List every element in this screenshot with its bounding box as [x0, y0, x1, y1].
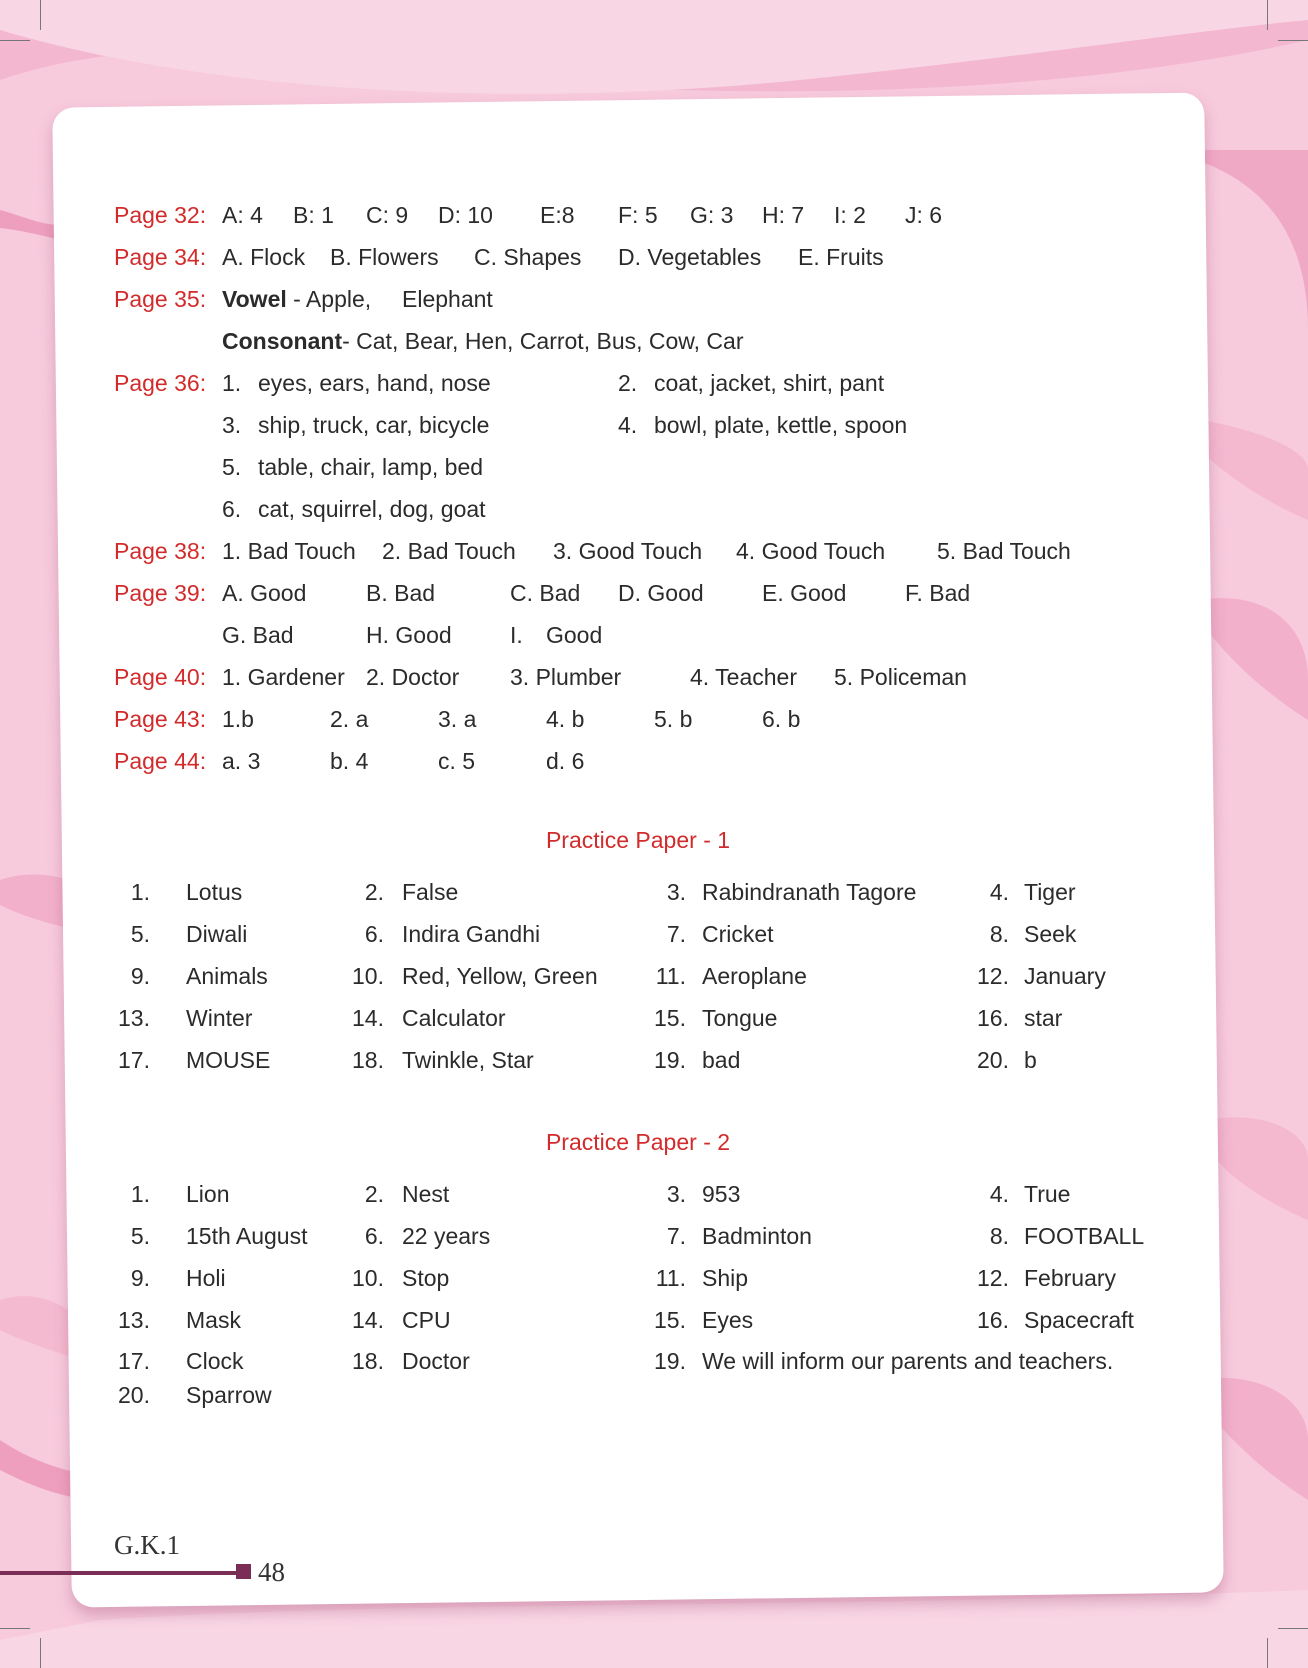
practice-row	[0, 919, 1308, 949]
answer-row-page-35	[0, 284, 1308, 314]
item-number: 17.	[118, 1348, 150, 1374]
item-number: 18.	[352, 1348, 384, 1374]
page-label: Page 34:	[114, 244, 207, 270]
answer-item: B: 1	[293, 202, 334, 228]
answer-item: Indira Gandhi	[402, 921, 541, 947]
answer-row-page-34	[0, 242, 1308, 272]
answer-item: Tongue	[702, 1005, 778, 1031]
item-number: 11.	[655, 1265, 686, 1291]
item-number: 6.	[364, 1223, 384, 1249]
item-number: 3.	[666, 1181, 686, 1207]
item-number: 16.	[977, 1307, 1009, 1333]
item-number: 8.	[989, 1223, 1009, 1249]
answer-item: 22 years	[402, 1223, 491, 1249]
vowel-label: Vowel	[222, 286, 287, 312]
answer-item: B. Flowers	[330, 244, 439, 270]
practice-row	[0, 1346, 1308, 1376]
answer-item: 5. Policeman	[834, 664, 967, 690]
item-number: 5.	[222, 454, 242, 480]
item-number: 4.	[989, 879, 1009, 905]
answer-row-page-35-consonant	[0, 326, 1308, 356]
answer-item: 3. Plumber	[510, 664, 622, 690]
practice-paper-1-title: Practice Paper - 1	[545, 827, 731, 853]
answer-item: Eyes	[702, 1307, 754, 1333]
page-label: Page 39:	[114, 580, 207, 606]
answer-item: Lion	[186, 1181, 230, 1207]
footer-square-icon	[236, 1564, 251, 1579]
answer-item: C. Shapes	[474, 244, 582, 270]
item-number: 2.	[364, 879, 384, 905]
footer-rule	[0, 1571, 238, 1575]
answer-row	[0, 410, 1308, 440]
page-label: Page 36:	[114, 370, 207, 396]
answer-item: B. Bad	[366, 580, 436, 606]
item-number: 14.	[352, 1307, 384, 1333]
answer-item: Cricket	[702, 921, 774, 947]
answer-item: MOUSE	[186, 1047, 271, 1073]
answer-item: FOOTBALL	[1024, 1223, 1145, 1249]
item-number: 12.	[977, 1265, 1009, 1291]
answer-item: Diwali	[186, 921, 248, 947]
answer-item: d. 6	[546, 748, 585, 774]
answer-item: 15th August	[186, 1223, 308, 1249]
answer-item: table, chair, lamp, bed	[258, 454, 484, 480]
practice-paper-2-title: Practice Paper - 2	[545, 1129, 731, 1155]
answer-item: Nest	[402, 1181, 450, 1207]
answer-item: C: 9	[366, 202, 409, 228]
answer-item: 2. a	[330, 706, 369, 732]
item-number: 15.	[654, 1307, 686, 1333]
page-label: Page 44:	[114, 748, 207, 774]
answer-item: 2. Doctor	[366, 664, 460, 690]
answer-item: Animals	[186, 963, 268, 989]
answer-item: b	[1024, 1047, 1037, 1073]
answer-item: C. Bad	[510, 580, 581, 606]
answer-item: 6. b	[762, 706, 801, 732]
item-number: 4.	[618, 412, 638, 438]
answer-row-page-43	[0, 704, 1308, 734]
answer-item: J: 6	[905, 202, 943, 228]
item-number: 8.	[989, 921, 1009, 947]
item-number: 17.	[118, 1047, 150, 1073]
item-number: 15.	[654, 1005, 686, 1031]
answer-item: 953	[702, 1181, 741, 1207]
item-number: 1.	[130, 879, 150, 905]
practice-row	[0, 1221, 1308, 1251]
item-number: 9.	[130, 963, 150, 989]
vowel-text: - Apple,	[286, 286, 372, 312]
page-label: Page 43:	[114, 706, 207, 732]
answer-item: 4. Teacher	[690, 664, 797, 690]
practice-row	[0, 1380, 1308, 1410]
item-number: 9.	[130, 1265, 150, 1291]
item-number: 12.	[977, 963, 1009, 989]
item-number: 7.	[666, 921, 686, 947]
answer-item: Doctor	[402, 1348, 470, 1374]
answer-item: eyes, ears, hand, nose	[258, 370, 491, 396]
answer-row-page-38	[0, 536, 1308, 566]
answer-item: G: 3	[690, 202, 734, 228]
answer-row-page-39	[0, 578, 1308, 608]
item-number: 13.	[118, 1307, 150, 1333]
answer-item: E. Fruits	[798, 244, 884, 270]
answer-item: bowl, plate, kettle, spoon	[654, 412, 908, 438]
answer-item: A. Flock	[222, 244, 306, 270]
practice-row	[0, 877, 1308, 907]
item-number: 10.	[352, 963, 384, 989]
answer-item: cat, squirrel, dog, goat	[258, 496, 486, 522]
answer-item: D. Good	[618, 580, 704, 606]
answer-item: Good	[546, 622, 603, 648]
practice-row	[0, 1179, 1308, 1209]
vowel-text-2: Elephant	[402, 286, 493, 312]
item-number: 2.	[618, 370, 638, 396]
item-number: 4.	[989, 1181, 1009, 1207]
page-number: 48	[258, 1557, 285, 1587]
answer-item: 4. b	[546, 706, 585, 732]
answer-item: coat, jacket, shirt, pant	[654, 370, 885, 396]
answer-item: Spacecraft	[1024, 1307, 1134, 1333]
answer-item: February	[1024, 1265, 1117, 1291]
answer-item: D. Vegetables	[618, 244, 762, 270]
answer-item: 5. b	[654, 706, 693, 732]
item-number: I.	[510, 622, 523, 648]
answer-row-page-40	[0, 662, 1308, 692]
answer-item: 4. Good Touch	[736, 538, 886, 564]
answer-item: G. Bad	[222, 622, 294, 648]
item-number: 6.	[364, 921, 384, 947]
page-label: Page 32:	[114, 202, 207, 228]
item-number: 3.	[666, 879, 686, 905]
answer-row-page-36	[0, 368, 1308, 398]
item-number: 5.	[130, 1223, 150, 1249]
answer-item: CPU	[402, 1307, 451, 1333]
item-number: 6.	[222, 496, 242, 522]
answer-item: Twinkle, Star	[402, 1047, 534, 1073]
answer-item: 2. Bad Touch	[382, 538, 516, 564]
answer-item: I: 2	[834, 202, 866, 228]
answer-item: Ship	[702, 1265, 749, 1291]
answer-item: We will inform our parents and teachers.	[702, 1348, 1114, 1374]
item-number: 2.	[364, 1181, 384, 1207]
answer-item: Winter	[186, 1005, 253, 1031]
item-number: 18.	[352, 1047, 384, 1073]
answer-item: F. Bad	[905, 580, 971, 606]
answer-row-page-44	[0, 746, 1308, 776]
answer-item: Badminton	[702, 1223, 812, 1249]
consonant-label: Consonant	[222, 328, 343, 354]
answer-item: False	[402, 879, 459, 905]
answer-item: H. Good	[366, 622, 452, 648]
answer-item: Sparrow	[186, 1382, 272, 1408]
item-number: 19.	[654, 1047, 686, 1073]
answer-row-page-32	[0, 200, 1308, 230]
item-number: 1.	[130, 1181, 150, 1207]
item-number: 1.	[222, 370, 242, 396]
answer-item: Red, Yellow, Green	[402, 963, 598, 989]
page-label: Page 35:	[114, 286, 207, 312]
answer-item: Rabindranath Tagore	[702, 879, 917, 905]
practice-row	[0, 1263, 1308, 1293]
answer-item: Mask	[186, 1307, 241, 1333]
page-label: Page 40:	[114, 664, 207, 690]
answer-item: 1. Bad Touch	[222, 538, 356, 564]
item-number: 19.	[654, 1348, 686, 1374]
item-number: 20.	[977, 1047, 1009, 1073]
practice-row	[0, 1045, 1308, 1075]
answer-item: True	[1024, 1181, 1071, 1207]
item-number: 5.	[130, 921, 150, 947]
answer-item: H: 7	[762, 202, 805, 228]
answer-item: 1. Gardener	[222, 664, 345, 690]
item-number: 3.	[222, 412, 242, 438]
practice-row	[0, 1305, 1308, 1335]
item-number: 14.	[352, 1005, 384, 1031]
item-number: 16.	[977, 1005, 1009, 1031]
answer-row	[0, 452, 1308, 482]
answer-item: 3. a	[438, 706, 477, 732]
practice-row	[0, 1003, 1308, 1033]
answer-item: Tiger	[1024, 879, 1076, 905]
answer-item: Calculator	[402, 1005, 506, 1031]
answer-item: Aeroplane	[702, 963, 807, 989]
answer-item: b. 4	[330, 748, 369, 774]
answer-item: January	[1024, 963, 1106, 989]
answer-item: E:8	[540, 202, 575, 228]
answer-item: 5. Bad Touch	[937, 538, 1071, 564]
answer-item: Clock	[186, 1348, 244, 1374]
answer-item: Lotus	[186, 879, 243, 905]
answer-item: star	[1024, 1005, 1063, 1031]
answer-item: c. 5	[438, 748, 476, 774]
answer-item: F: 5	[618, 202, 658, 228]
answer-item: Seek	[1024, 921, 1077, 947]
answer-item: 3. Good Touch	[553, 538, 703, 564]
answer-item: ship, truck, car, bicycle	[258, 412, 490, 438]
answer-item: bad	[702, 1047, 741, 1073]
answer-item: A: 4	[222, 202, 263, 228]
answer-item: a. 3	[222, 748, 261, 774]
item-number: 10.	[352, 1265, 384, 1291]
answer-item: Stop	[402, 1265, 450, 1291]
page-label: Page 38:	[114, 538, 207, 564]
answer-item: D: 10	[438, 202, 493, 228]
answer-item: Holi	[186, 1265, 226, 1291]
answer-item: 1.b	[222, 706, 254, 732]
item-number: 13.	[118, 1005, 150, 1031]
item-number: 11.	[655, 963, 686, 989]
answer-row	[0, 494, 1308, 524]
answer-item: A. Good	[222, 580, 307, 606]
consonant-text: - Cat, Bear, Hen, Carrot, Bus, Cow, Car	[342, 328, 744, 354]
answer-item: E. Good	[762, 580, 847, 606]
practice-row	[0, 961, 1308, 991]
item-number: 20.	[118, 1382, 150, 1408]
item-number: 7.	[666, 1223, 686, 1249]
book-title: G.K.1	[114, 1530, 180, 1560]
answer-row	[0, 620, 1308, 650]
